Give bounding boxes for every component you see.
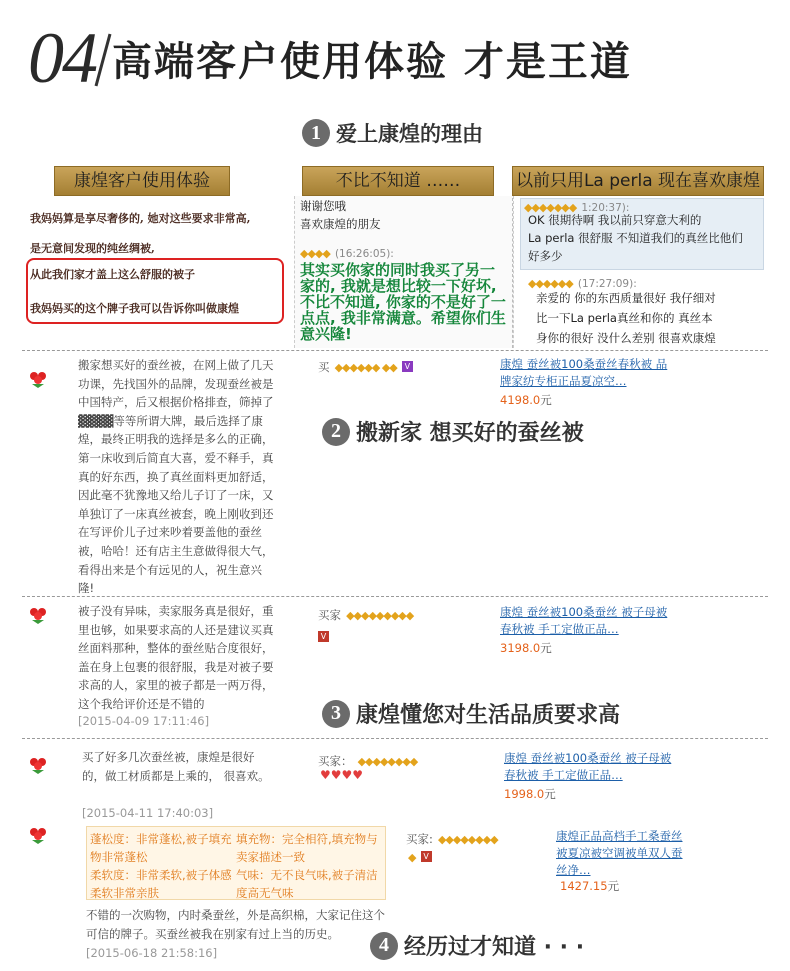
row-divider <box>22 738 768 739</box>
diamond-rank-icon: ◆◆◆◆◆◆ <box>528 277 573 290</box>
col1-label: 康煌客户使用体验 <box>54 166 230 196</box>
header-number: 04 <box>28 18 96 98</box>
rating-tag: 蓬松度：非常蓬松,被子填充物非常蓬松 <box>90 832 232 864</box>
section-title: 经历过才知道 · · · <box>404 935 585 960</box>
slash-divider <box>92 30 114 90</box>
review-date: [2015-06-18 21:58:16] <box>86 946 218 960</box>
review-text: 不错的一次购物，内时桑蚕丝，外是高织棉，大家记住这个可信的牌子。买蚕丝被我在别家有过上当的历史。 <box>86 908 385 941</box>
diamond-rank-icon: ◆◆◆◆◆◆◆◆ <box>437 833 498 846</box>
section-number-badge: 1 <box>302 119 330 147</box>
heart-rank-icon: ♥♥♥♥ <box>320 768 364 782</box>
section-title: 搬新家 想买好的蚕丝被 <box>356 421 584 446</box>
section-title: 爱上康煌的理由 <box>336 122 483 146</box>
product-price: 1998.0元 <box>504 787 556 801</box>
review-text: 搬家想买好的蚕丝被，在网上做了几天功课，先找国外的品牌，发现蚕丝被是中国特产，后又根据价格排查，筛掉了▓▓▓▓等等所谓大牌，最后选择了康煌，最终正明我的选择是多么的正确，第一床收到后简直大喜，爱不释手，真真的好东西，换了真丝面料更加舒适，因此毫不犹豫地又给儿子订了一床，又单独订了一床真丝被套，晚上刚收到还在写评价儿子过来吵着要盖他的蚕丝被，哈哈！还有店主生意做得很大气，看得出来是个有远见的人，祝生意兴隆! <box>78 358 274 596</box>
diamond-rank-icon: ◆◆◆◆◆◆ ◆◆ <box>334 361 397 374</box>
review-text: 被子没有异味，卖家服务真是很好，重里也够，如果要求高的人还是建议买真丝面料那种，整体的蚕丝贴合度很好，盖在身上包裹的很舒服，我是对被子要求高的人，家里的被子都是一两万得，这个我给评价还是不错的 <box>78 604 274 711</box>
rating-tag: 柔软度：非常柔软,被子体感柔软非常亲肤 <box>90 868 232 900</box>
chat-time: (16:26:05): <box>334 248 394 260</box>
chat-line: 比一下La perla真丝和你的 真丝本 <box>536 311 713 325</box>
column-divider <box>512 198 513 348</box>
chat-highlight-text: 其实买你家的同时我买了另一家的, 我就是想比较一下好坏, 不比不知道, 你家的不是好了一点点, 我非常满意。希望你们生意兴隆! <box>300 261 506 343</box>
review-text: 买了好多几次蚕丝被，康煌是很好的，做工材质都是上乘的， 很喜欢。 <box>82 750 270 783</box>
section-title: 康煌懂您对生活品质要求高 <box>356 703 621 728</box>
product-price: 1427.15元 <box>560 879 620 893</box>
handwritten-line: 我妈妈算是享尽奢侈的, 她对这些要求非常高, <box>30 212 251 225</box>
chat-line: OK 很期待啊 我以前只穿意大利的 <box>528 213 702 227</box>
product-link[interactable]: 康煌 蚕丝被100桑蚕丝 被子母被春秋被 手工定做正品… <box>504 751 672 782</box>
diamond-rank-icon: ◆◆◆◆◆◆◆ <box>524 201 577 214</box>
section-1-heading <box>302 118 483 148</box>
vip-badge-icon: V <box>421 851 432 862</box>
section-3-heading <box>322 698 620 729</box>
buyer-label: 买 <box>318 360 330 374</box>
rose-icon <box>28 606 48 624</box>
product-link[interactable]: 康煌正品高档手工桑蚕丝被夏凉被空调被单双人蚕丝净… <box>556 829 683 877</box>
chat-line: La perla 很舒服 不知道我们的真丝比他们 <box>528 231 743 245</box>
diamond-rank-icon: ◆◆◆◆◆◆◆◆◆ <box>346 609 414 622</box>
handwritten-line: 我妈妈买的这个牌子我可以告诉你叫做康煌 <box>30 302 239 315</box>
buyer-label: 买家 <box>318 608 341 622</box>
product-price: 3198.0元 <box>500 641 552 655</box>
chat-line: 喜欢康煌的朋友 <box>300 217 381 231</box>
section-4-heading <box>370 930 584 961</box>
row-divider <box>22 596 768 597</box>
diamond-rank-icon: ◆◆◆◆ <box>300 247 330 260</box>
vip-badge-icon: V <box>318 631 329 642</box>
handwritten-line: 从此我们家才盖上这么舒服的被子 <box>30 268 195 281</box>
diamond-rank-icon: ◆◆◆◆◆◆◆◆ <box>357 755 418 768</box>
chat-time: (17:27:09): <box>577 278 637 290</box>
section-number-badge: 4 <box>370 932 398 960</box>
section-number-badge: 3 <box>322 700 350 728</box>
vip-badge-icon: V <box>402 361 413 372</box>
product-link[interactable]: 康煌 蚕丝被100桑蚕丝 被子母被春秋被 手工定做正品… <box>500 605 668 636</box>
chat-line: 亲爱的 你的东西质量很好 我仔细对 <box>536 291 716 305</box>
section-number-badge: 2 <box>322 418 350 446</box>
col2-label: 不比不知道 …… <box>302 166 494 196</box>
chat-time: 1:20:37): <box>581 202 630 214</box>
rose-icon <box>28 826 48 844</box>
buyer-label: 买家: <box>406 832 433 846</box>
chat-line: 好多少 <box>528 249 563 263</box>
product-link[interactable]: 康煌 蚕丝被100桑蚕丝春秋被 品牌家纺专柜正品夏凉空… <box>500 357 668 388</box>
product-price: 4198.0元 <box>500 393 552 407</box>
section-2-heading <box>322 416 584 447</box>
handwritten-line: 是无意间发现的纯丝绸被, <box>30 242 155 255</box>
buyer-label: 买家： <box>318 754 353 768</box>
row-divider <box>22 350 768 351</box>
chat-line: 谢谢您哦 <box>300 199 346 213</box>
review-date: [2015-04-11 17:40:03] <box>82 806 214 820</box>
rating-tag: 填充物：完全相符,填充物与卖家描述一致 <box>236 832 378 864</box>
rose-icon <box>28 370 48 388</box>
rating-tag: 气味：无不良气味,被子清洁度高无气味 <box>236 868 378 900</box>
header-title: 高端客户使用体验 才是王道 <box>112 39 632 85</box>
col3-label: 以前只用La perla 现在喜欢康煌 <box>512 166 764 196</box>
rose-icon <box>28 756 48 774</box>
chat-line: 身你的很好 没什么差别 很喜欢康煌 <box>536 331 716 345</box>
review-date: [2015-04-09 17:11:46] <box>78 714 210 728</box>
diamond-rank-icon: ◆ <box>408 851 416 864</box>
